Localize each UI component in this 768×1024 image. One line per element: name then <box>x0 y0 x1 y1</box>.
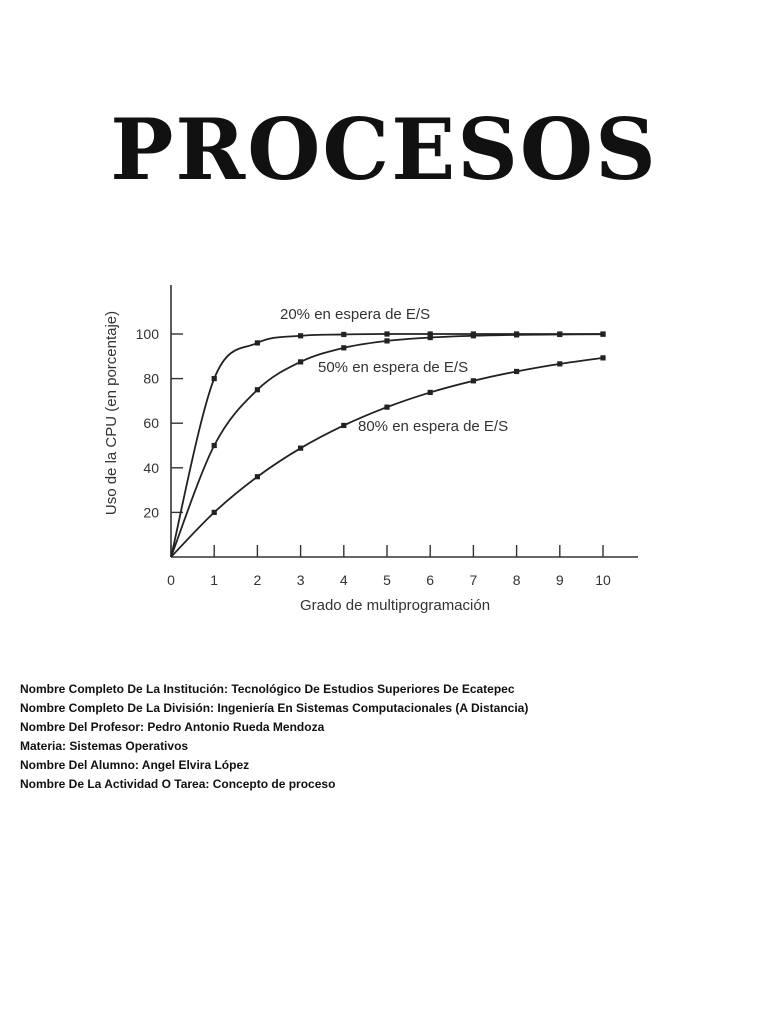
data-point <box>255 340 260 345</box>
series-label-3: 80% en espera de E/S <box>358 418 509 435</box>
cpu-usage-chart <box>90 275 650 620</box>
chart-labels <box>103 306 611 614</box>
info-student: Nombre Del Alumno: Angel Elvira López <box>20 758 250 772</box>
x-axis-label: Grado de multiprogramación <box>299 597 491 614</box>
y-axis-label: Uso de la CPU (en porcentaje) <box>103 310 120 516</box>
info-block <box>20 680 528 794</box>
y-tick-label: 80 <box>143 370 159 387</box>
data-point <box>298 446 303 451</box>
y-tick-label: 20 <box>143 504 159 521</box>
data-point <box>428 390 433 395</box>
data-point <box>471 378 476 383</box>
data-point <box>514 332 519 337</box>
x-tick-label: 10 <box>595 572 611 588</box>
data-point <box>212 510 217 515</box>
x-tick-label: 0 <box>167 572 175 588</box>
x-tick-label: 8 <box>512 572 521 588</box>
data-point <box>341 332 346 337</box>
data-point <box>384 331 389 336</box>
data-point <box>255 387 260 392</box>
x-tick-label: 1 <box>210 572 219 588</box>
x-tick-label: 9 <box>555 572 564 588</box>
data-point <box>341 345 346 350</box>
info-division: Nombre Completo De La División: Ingeniería En Sistemas Computacionales (A Distancia) <box>20 701 529 715</box>
info-institution: Nombre Completo De La Institución: Tecnológico De Estudios Superiores De Ecatepec <box>20 682 515 696</box>
page-title: PROCESOS <box>110 100 658 199</box>
x-tick-label: 2 <box>253 572 262 588</box>
x-tick-label: 5 <box>383 572 391 588</box>
data-point <box>384 338 389 343</box>
data-point <box>341 423 346 428</box>
y-tick-label: 40 <box>143 459 159 476</box>
data-point <box>471 333 476 338</box>
y-tick-label: 60 <box>143 415 159 432</box>
series-label-1: 20% en espera de E/S <box>280 306 431 323</box>
info-activity: Nombre De La Actividad O Tarea: Concepto de proceso <box>20 777 336 791</box>
x-tick-label: 3 <box>296 572 305 588</box>
data-point <box>255 474 260 479</box>
y-tick-label: 100 <box>135 326 159 342</box>
data-point <box>212 443 217 448</box>
data-point <box>428 335 433 340</box>
data-point <box>600 332 605 337</box>
x-tick-label: 6 <box>426 572 435 588</box>
data-point <box>298 333 303 338</box>
series-line-3 <box>171 358 603 557</box>
info-professor: Nombre Del Profesor: Pedro Antonio Rueda Mendoza <box>20 720 325 734</box>
data-point <box>600 355 605 360</box>
data-point <box>557 361 562 366</box>
series-label-2: 50% en espera de E/S <box>318 359 469 376</box>
data-point <box>514 369 519 374</box>
data-point <box>298 359 303 364</box>
x-tick-label: 4 <box>339 572 348 588</box>
data-point <box>212 376 217 381</box>
info-subject: Materia: Sistemas Operativos <box>20 739 189 753</box>
data-point <box>384 405 389 410</box>
x-tick-label: 7 <box>469 572 478 588</box>
data-point <box>557 332 562 337</box>
